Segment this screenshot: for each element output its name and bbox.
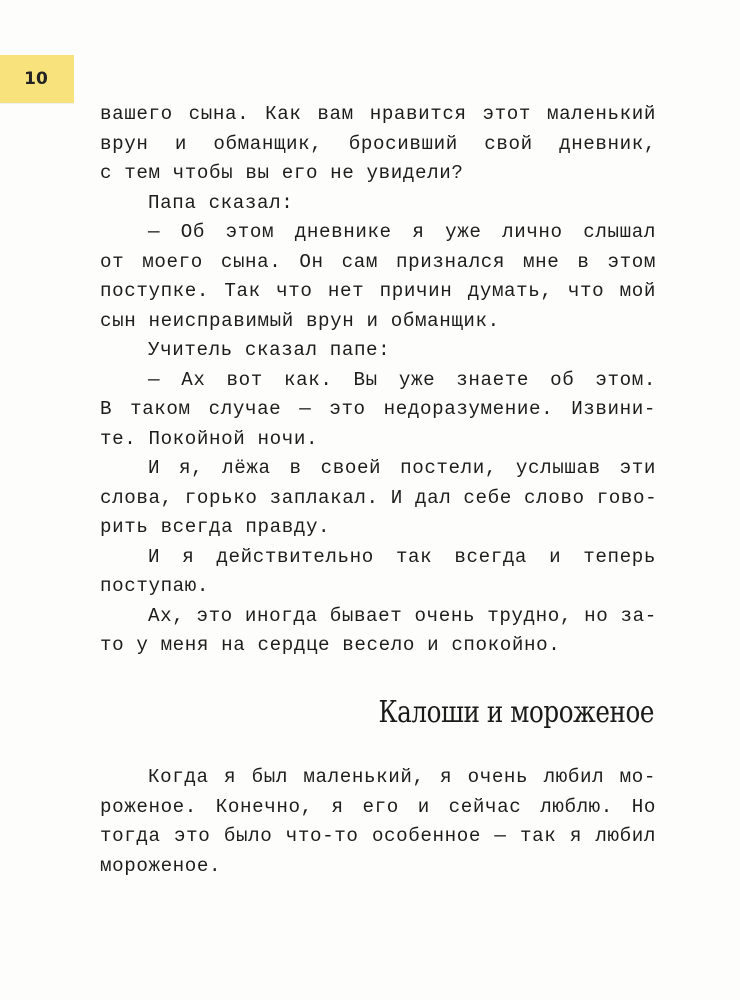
text-line: Ах, это иногда бывает очень трудно, но за-: [148, 604, 657, 627]
text-line: В таком случае — это недоразумение. Извини-: [100, 398, 656, 420]
text-line: с тем чтобы вы его не увидели?: [100, 162, 464, 184]
text-line: поступаю.: [100, 575, 210, 597]
text-line: сын неисправимый врун и обманщик.: [100, 309, 500, 332]
text-line: врун и обманщик, бросивший свой дневник,: [100, 132, 656, 155]
story-text-continuation: [100, 100, 656, 661]
chapter-title: Калоши и мороженое: [378, 695, 654, 730]
text-line: то у меня на сердце весело и спокойно.: [100, 634, 561, 656]
text-line: поступке. Так что нет причин думать, что мой: [100, 280, 656, 302]
page-number: 10: [24, 69, 48, 89]
page-number-tab: [0, 55, 74, 103]
text-line: от моего сына. Он сам признался мне в этом: [100, 250, 656, 273]
text-line: — Ах вот как. Вы уже знаете об этом.: [148, 368, 656, 391]
text-line: мороженое.: [100, 854, 222, 877]
text-line: тогда это было что-то особенное — так я любил: [100, 825, 656, 847]
text-line: рить всегда правду.: [100, 516, 331, 538]
chapter-opening-text: [100, 763, 656, 881]
text-line: — Об этом дневнике я уже лично слышал: [148, 221, 656, 243]
text-line: роженое. Конечно, я его и сейчас люблю. Но: [100, 795, 656, 818]
text-line: вашего сына. Как вам нравится этот маленький: [100, 103, 656, 125]
text-line: слова, горько заплакал. И дал себе слово гово-: [100, 486, 658, 509]
text-line: Когда я был маленький, я очень любил мо-: [148, 766, 656, 788]
text-line: Учитель сказал папе:: [148, 339, 391, 361]
text-line: И я, лёжа в своей постели, услышав эти: [148, 457, 656, 479]
text-line: И я действительно так всегда и теперь: [148, 545, 656, 568]
text-line: Папа сказал:: [148, 191, 294, 214]
text-line: те. Покойной ночи.: [100, 427, 319, 450]
